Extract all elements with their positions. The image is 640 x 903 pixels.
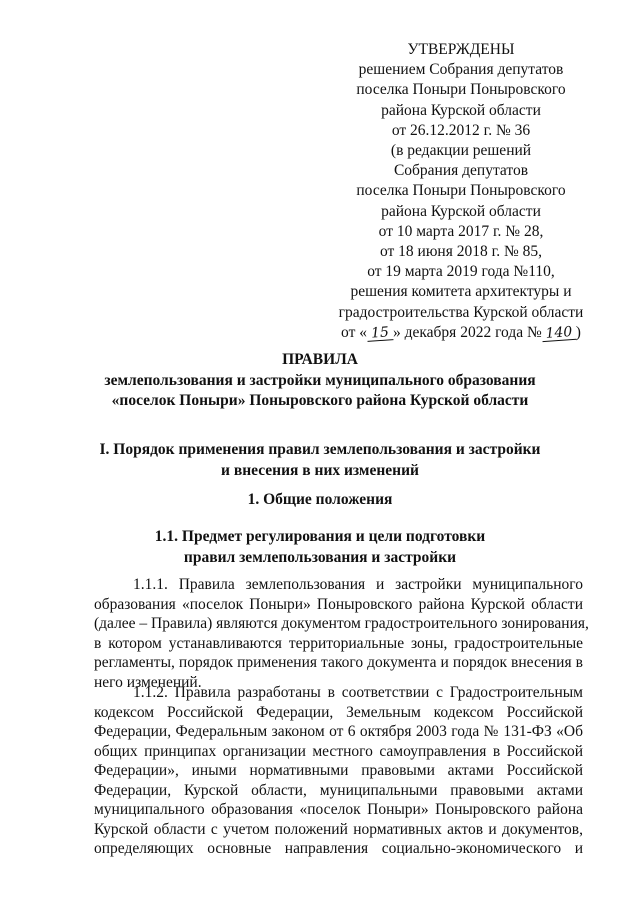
approval-line: решением Собрания депутатов	[358, 61, 564, 79]
paragraph-line: регламенты, порядок применения такого документа и порядок внесения в	[94, 654, 583, 671]
subsection-heading-line: правил землепользования и застройки	[183, 548, 457, 566]
approval-date-middle: » декабря 2022 года №	[392, 323, 542, 341]
approval-line: от 19 марта 2019 года №110,	[367, 263, 555, 281]
approval-line: Собрания депутатов	[393, 162, 529, 180]
paragraph-line: Курской области с учетом положений нормативных актов и документов,	[94, 820, 583, 838]
approval-line: района Курской области	[381, 101, 541, 119]
paragraph-line: Федерации, Курской области, муниципальными правовыми актами	[94, 781, 583, 799]
paragraph-line: него изменений.	[94, 673, 202, 691]
approval-line: от 18 июня 2018 г. № 85,	[379, 243, 543, 261]
handwritten-day: 15	[366, 325, 393, 342]
paragraph-line: образования «поселок Поныри» Поныровского района Курской области	[94, 595, 583, 613]
approval-last-line	[320, 323, 602, 343]
approval-date-suffix: )	[575, 323, 581, 341]
paragraph-line: в котором устанавливаются территориальные зоны, градостроительные	[94, 634, 583, 652]
document-title	[40, 350, 600, 412]
chapter-heading	[40, 490, 600, 511]
approval-line: УТВЕРЖДЕНЫ	[407, 41, 515, 58]
subsection-heading	[40, 527, 600, 568]
paragraph-1-1-2	[94, 683, 583, 859]
title-line: землепользования и застройки муниципального образования	[104, 371, 536, 389]
approval-stamp-block	[320, 40, 602, 343]
paragraph-line: кодексом Российской Федерации, Земельным кодексом Российской	[94, 703, 583, 721]
handwritten-number: 140	[541, 325, 576, 342]
paragraph-line: (далее – Правила) являются документом градостроительного зонирования,	[94, 615, 589, 632]
subsection-heading-line: 1.1. Предмет регулирования и цели подготовки	[154, 528, 486, 545]
approval-line: поселка Поныри Поныровского	[356, 81, 566, 99]
approval-line: решения комитета архитектуры и	[350, 283, 572, 301]
title-line: ПРАВИЛА	[282, 351, 358, 368]
section-heading-line: и внесения в них изменений	[221, 461, 419, 479]
approval-line: градостроительства Курской области	[338, 303, 584, 321]
paragraph-line: общих принципах организации местного самоуправления в Российской	[94, 742, 583, 760]
title-line: «поселок Поныри» Поныровского района Курской области	[111, 392, 529, 409]
paragraph-line: 1.1.1. Правила землепользования и застройки муниципального	[133, 576, 583, 593]
section-heading	[40, 440, 600, 481]
section-heading-line: I. Порядок применения правил землепользования и застройки	[99, 441, 541, 458]
approval-line: района Курской области	[381, 202, 541, 220]
approval-line: поселка Поныри Поныровского	[356, 182, 566, 200]
paragraph-1-1-1	[94, 575, 589, 692]
approval-line: (в редакции решений	[390, 142, 532, 160]
chapter-heading-line: 1. Общие положения	[247, 491, 393, 508]
paragraph-line: Федерации», иными нормативными правовыми актами Российской	[94, 762, 583, 779]
approval-line: от 26.12.2012 г. № 36	[391, 121, 531, 139]
paragraph-line: Федерации, Федеральным законом от 6 октября 2003 года № 131-ФЗ «Об	[94, 723, 583, 740]
paragraph-line: муниципального образования «поселок Поныри» Поныровского района	[94, 801, 583, 818]
approval-line: от 10 марта 2017 г. № 28,	[378, 222, 544, 240]
approval-date-prefix: от «	[341, 323, 367, 341]
paragraph-line: 1.1.2. Правила разработаны в соответствии с Градостроительным	[133, 684, 583, 701]
paragraph-line: определяющих основные направления социально-экономического и	[94, 840, 583, 857]
